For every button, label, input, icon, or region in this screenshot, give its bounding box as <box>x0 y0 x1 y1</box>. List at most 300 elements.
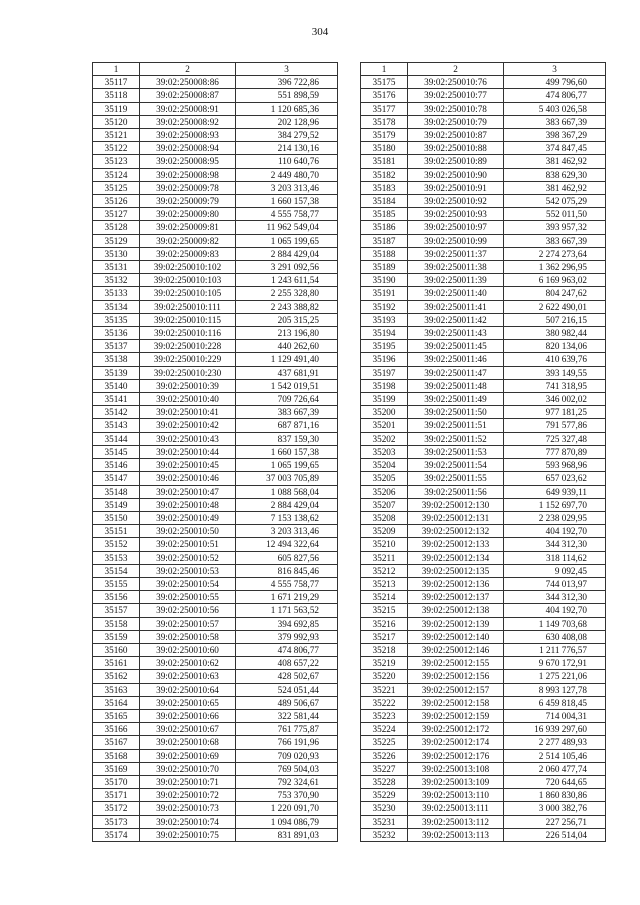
value-cell: 791 577,86 <box>504 419 606 432</box>
table-row <box>361 775 606 788</box>
table-row <box>361 591 606 604</box>
value-cell: 6 169 963,02 <box>504 274 606 287</box>
table-row <box>361 115 606 128</box>
table-row <box>93 802 338 815</box>
cadastral-number-cell: 39:02:250010:72 <box>140 789 236 802</box>
table-row <box>93 577 338 590</box>
table-row <box>361 723 606 736</box>
cadastral-number-cell: 39:02:250010:74 <box>140 815 236 828</box>
cadastral-number-cell: 39:02:250010:51 <box>140 538 236 551</box>
table-row <box>361 287 606 300</box>
table-row <box>361 630 606 643</box>
value-cell: 3 203 313,46 <box>236 181 338 194</box>
cadastral-number-cell: 39:02:250012:138 <box>408 604 504 617</box>
cadastral-number-cell: 39:02:250010:56 <box>140 604 236 617</box>
cadastral-number-cell: 39:02:250008:91 <box>140 102 236 115</box>
table-row <box>361 379 606 392</box>
table-row <box>93 195 338 208</box>
value-cell: 524 051,44 <box>236 683 338 696</box>
cadastral-number-cell: 39:02:250012:132 <box>408 525 504 538</box>
cadastral-number-cell: 39:02:250009:79 <box>140 195 236 208</box>
table-row <box>361 353 606 366</box>
cadastral-number-cell: 39:02:250012:176 <box>408 749 504 762</box>
row-number-cell: 35178 <box>361 115 408 128</box>
cadastral-number-cell: 39:02:250010:79 <box>408 115 504 128</box>
row-number-cell: 35171 <box>93 789 140 802</box>
row-number-cell: 35180 <box>361 142 408 155</box>
table-row <box>93 102 338 115</box>
cadastral-number-cell: 39:02:250010:230 <box>140 366 236 379</box>
cadastral-number-cell: 39:02:250010:116 <box>140 327 236 340</box>
left-data-table <box>92 62 338 842</box>
value-cell: 2 274 273,64 <box>504 247 606 260</box>
cadastral-number-cell: 39:02:250010:91 <box>408 181 504 194</box>
row-number-cell: 35192 <box>361 300 408 313</box>
row-number-cell: 35160 <box>93 643 140 656</box>
cadastral-number-cell: 39:02:250010:68 <box>140 736 236 749</box>
right-table-body <box>361 63 606 842</box>
cadastral-number-cell: 39:02:250011:50 <box>408 406 504 419</box>
value-cell: 2 514 105,46 <box>504 749 606 762</box>
table-row <box>361 564 606 577</box>
value-cell: 381 462,92 <box>504 181 606 194</box>
value-cell: 344 312,30 <box>504 591 606 604</box>
cadastral-number-cell: 39:02:250011:52 <box>408 432 504 445</box>
table-row <box>93 538 338 551</box>
table-header-row <box>93 63 338 76</box>
cadastral-number-cell: 39:02:250013:113 <box>408 828 504 841</box>
cadastral-number-cell: 39:02:250010:97 <box>408 221 504 234</box>
value-cell: 837 159,30 <box>236 432 338 445</box>
row-number-cell: 35123 <box>93 155 140 168</box>
value-cell: 379 992,93 <box>236 630 338 643</box>
table-row <box>361 643 606 656</box>
row-number-cell: 35191 <box>361 287 408 300</box>
cadastral-number-cell: 39:02:250010:73 <box>140 802 236 815</box>
cadastral-number-cell: 39:02:250013:112 <box>408 815 504 828</box>
row-number-cell: 35133 <box>93 287 140 300</box>
cadastral-number-cell: 39:02:250012:159 <box>408 709 504 722</box>
cadastral-number-cell: 39:02:250008:87 <box>140 89 236 102</box>
value-cell: 4 555 758,77 <box>236 208 338 221</box>
row-number-cell: 35168 <box>93 749 140 762</box>
cadastral-number-cell: 39:02:250010:40 <box>140 393 236 406</box>
row-number-cell: 35222 <box>361 696 408 709</box>
table-row <box>361 617 606 630</box>
table-row <box>361 393 606 406</box>
cadastral-number-cell: 39:02:250009:82 <box>140 234 236 247</box>
row-number-cell: 35118 <box>93 89 140 102</box>
row-number-cell: 35220 <box>361 670 408 683</box>
table-row <box>93 115 338 128</box>
cadastral-number-cell: 39:02:250010:66 <box>140 709 236 722</box>
value-cell: 2 060 477,74 <box>504 762 606 775</box>
value-cell: 202 128,96 <box>236 115 338 128</box>
value-cell: 110 640,76 <box>236 155 338 168</box>
row-number-cell: 35186 <box>361 221 408 234</box>
table-row <box>361 789 606 802</box>
table-row <box>93 181 338 194</box>
value-cell: 383 667,39 <box>236 406 338 419</box>
row-number-cell: 35211 <box>361 551 408 564</box>
value-cell: 831 891,03 <box>236 828 338 841</box>
cadastral-number-cell: 39:02:250010:102 <box>140 261 236 274</box>
value-cell: 374 847,45 <box>504 142 606 155</box>
value-cell: 2 622 490,01 <box>504 300 606 313</box>
row-number-cell: 35157 <box>93 604 140 617</box>
cadastral-number-cell: 39:02:250011:56 <box>408 485 504 498</box>
table-row <box>361 76 606 89</box>
cadastral-number-cell: 39:02:250011:49 <box>408 393 504 406</box>
row-number-cell: 35138 <box>93 353 140 366</box>
value-cell: 318 114,62 <box>504 551 606 564</box>
value-cell: 1 088 568,04 <box>236 485 338 498</box>
cadastral-number-cell: 39:02:250008:94 <box>140 142 236 155</box>
table-row <box>361 432 606 445</box>
row-number-cell: 35221 <box>361 683 408 696</box>
row-number-cell: 35226 <box>361 749 408 762</box>
table-row <box>93 643 338 656</box>
value-cell: 393 149,55 <box>504 366 606 379</box>
table-row <box>93 789 338 802</box>
table-row <box>93 366 338 379</box>
row-number-cell: 35151 <box>93 525 140 538</box>
value-cell: 820 134,06 <box>504 340 606 353</box>
row-number-cell: 35161 <box>93 657 140 670</box>
table-row <box>361 525 606 538</box>
row-number-cell: 35136 <box>93 327 140 340</box>
cadastral-number-cell: 39:02:250010:90 <box>408 168 504 181</box>
row-number-cell: 35139 <box>93 366 140 379</box>
row-number-cell: 35208 <box>361 511 408 524</box>
value-cell: 344 312,30 <box>504 538 606 551</box>
value-cell: 552 011,50 <box>504 208 606 221</box>
value-cell: 383 667,39 <box>504 234 606 247</box>
value-cell: 761 775,87 <box>236 723 338 736</box>
row-number-cell: 35219 <box>361 657 408 670</box>
table-header-row <box>361 63 606 76</box>
cadastral-number-cell: 39:02:250010:44 <box>140 445 236 458</box>
cadastral-number-cell: 39:02:250008:93 <box>140 129 236 142</box>
row-number-cell: 35120 <box>93 115 140 128</box>
table-row <box>93 274 338 287</box>
cadastral-number-cell: 39:02:250010:111 <box>140 300 236 313</box>
table-row <box>361 683 606 696</box>
table-row <box>93 247 338 260</box>
table-row <box>93 406 338 419</box>
row-number-cell: 35145 <box>93 445 140 458</box>
value-cell: 1 171 563,52 <box>236 604 338 617</box>
cadastral-number-cell: 39:02:250011:39 <box>408 274 504 287</box>
value-cell: 440 262,60 <box>236 340 338 353</box>
value-cell: 16 939 297,60 <box>504 723 606 736</box>
row-number-cell: 35217 <box>361 630 408 643</box>
value-cell: 769 504,03 <box>236 762 338 775</box>
value-cell: 2 884 429,04 <box>236 498 338 511</box>
value-cell: 3 000 382,76 <box>504 802 606 815</box>
table-row <box>361 181 606 194</box>
value-cell: 383 667,39 <box>504 115 606 128</box>
cadastral-number-cell: 39:02:250013:110 <box>408 789 504 802</box>
value-cell: 2 238 029,95 <box>504 511 606 524</box>
table-row <box>93 432 338 445</box>
cadastral-number-cell: 39:02:250010:60 <box>140 643 236 656</box>
table-row <box>93 683 338 696</box>
row-number-cell: 35134 <box>93 300 140 313</box>
row-number-cell: 35189 <box>361 261 408 274</box>
cadastral-number-cell: 39:02:250010:43 <box>140 432 236 445</box>
value-cell: 709 726,64 <box>236 393 338 406</box>
table-row <box>361 670 606 683</box>
row-number-cell: 35176 <box>361 89 408 102</box>
row-number-cell: 35188 <box>361 247 408 260</box>
column-header-2: 2 <box>140 63 236 76</box>
value-cell: 816 845,46 <box>236 564 338 577</box>
cadastral-number-cell: 39:02:250010:47 <box>140 485 236 498</box>
table-row <box>93 89 338 102</box>
row-number-cell: 35224 <box>361 723 408 736</box>
row-number-cell: 35194 <box>361 327 408 340</box>
row-number-cell: 35225 <box>361 736 408 749</box>
row-number-cell: 35129 <box>93 234 140 247</box>
value-cell: 5 403 026,58 <box>504 102 606 115</box>
value-cell: 428 502,67 <box>236 670 338 683</box>
table-row <box>361 221 606 234</box>
value-cell: 3 291 092,56 <box>236 261 338 274</box>
table-row <box>361 511 606 524</box>
table-row <box>93 828 338 841</box>
value-cell: 1 660 157,38 <box>236 195 338 208</box>
cadastral-number-cell: 39:02:250010:42 <box>140 419 236 432</box>
cadastral-number-cell: 39:02:250012:158 <box>408 696 504 709</box>
row-number-cell: 35214 <box>361 591 408 604</box>
cadastral-number-cell: 39:02:250010:57 <box>140 617 236 630</box>
row-number-cell: 35204 <box>361 459 408 472</box>
cadastral-number-cell: 39:02:250012:146 <box>408 643 504 656</box>
table-row <box>361 129 606 142</box>
cadastral-number-cell: 39:02:250012:131 <box>408 511 504 524</box>
value-cell: 1 243 611,54 <box>236 274 338 287</box>
table-row <box>93 525 338 538</box>
row-number-cell: 35149 <box>93 498 140 511</box>
value-cell: 410 639,76 <box>504 353 606 366</box>
value-cell: 1 152 697,70 <box>504 498 606 511</box>
row-number-cell: 35185 <box>361 208 408 221</box>
table-row <box>93 234 338 247</box>
row-number-cell: 35223 <box>361 709 408 722</box>
row-number-cell: 35173 <box>93 815 140 828</box>
cadastral-number-cell: 39:02:250010:228 <box>140 340 236 353</box>
value-cell: 3 203 313,46 <box>236 525 338 538</box>
table-row <box>93 221 338 234</box>
cadastral-number-cell: 39:02:250008:95 <box>140 155 236 168</box>
table-row <box>361 313 606 326</box>
table-row <box>93 393 338 406</box>
row-number-cell: 35207 <box>361 498 408 511</box>
row-number-cell: 35212 <box>361 564 408 577</box>
cadastral-number-cell: 39:02:250012:140 <box>408 630 504 643</box>
row-number-cell: 35163 <box>93 683 140 696</box>
table-row <box>361 340 606 353</box>
value-cell: 1 065 199,65 <box>236 459 338 472</box>
cadastral-number-cell: 39:02:250011:41 <box>408 300 504 313</box>
table-row <box>93 723 338 736</box>
table-row <box>93 630 338 643</box>
value-cell: 6 459 818,45 <box>504 696 606 709</box>
row-number-cell: 35154 <box>93 564 140 577</box>
value-cell: 1 860 830,86 <box>504 789 606 802</box>
value-cell: 1 542 019,51 <box>236 379 338 392</box>
cadastral-number-cell: 39:02:250010:41 <box>140 406 236 419</box>
row-number-cell: 35202 <box>361 432 408 445</box>
cadastral-number-cell: 39:02:250010:103 <box>140 274 236 287</box>
value-cell: 474 806,77 <box>236 643 338 656</box>
table-row <box>93 340 338 353</box>
cadastral-number-cell: 39:02:250010:88 <box>408 142 504 155</box>
value-cell: 605 827,56 <box>236 551 338 564</box>
row-number-cell: 35190 <box>361 274 408 287</box>
row-number-cell: 35216 <box>361 617 408 630</box>
row-number-cell: 35153 <box>93 551 140 564</box>
row-number-cell: 35213 <box>361 577 408 590</box>
value-cell: 1 120 685,36 <box>236 102 338 115</box>
row-number-cell: 35147 <box>93 472 140 485</box>
cadastral-number-cell: 39:02:250010:78 <box>408 102 504 115</box>
table-row <box>361 736 606 749</box>
row-number-cell: 35175 <box>361 76 408 89</box>
cadastral-number-cell: 39:02:250013:108 <box>408 762 504 775</box>
cadastral-number-cell: 39:02:250010:89 <box>408 155 504 168</box>
row-number-cell: 35209 <box>361 525 408 538</box>
value-cell: 593 968,96 <box>504 459 606 472</box>
table-row <box>361 208 606 221</box>
table-row <box>93 155 338 168</box>
row-number-cell: 35152 <box>93 538 140 551</box>
cadastral-number-cell: 39:02:250011:37 <box>408 247 504 260</box>
row-number-cell: 35181 <box>361 155 408 168</box>
cadastral-number-cell: 39:02:250010:63 <box>140 670 236 683</box>
table-row <box>93 617 338 630</box>
value-cell: 551 898,59 <box>236 89 338 102</box>
value-cell: 499 796,60 <box>504 76 606 89</box>
table-row <box>361 696 606 709</box>
value-cell: 977 181,25 <box>504 406 606 419</box>
row-number-cell: 35174 <box>93 828 140 841</box>
row-number-cell: 35150 <box>93 511 140 524</box>
table-row <box>361 89 606 102</box>
cadastral-number-cell: 39:02:250011:42 <box>408 313 504 326</box>
cadastral-number-cell: 39:02:250011:43 <box>408 327 504 340</box>
table-row <box>361 749 606 762</box>
table-row <box>361 577 606 590</box>
value-cell: 398 367,29 <box>504 129 606 142</box>
table-row <box>93 419 338 432</box>
column-header-3: 3 <box>504 63 606 76</box>
cadastral-number-cell: 39:02:250011:53 <box>408 445 504 458</box>
cadastral-number-cell: 39:02:250010:62 <box>140 657 236 670</box>
table-row <box>361 604 606 617</box>
cadastral-number-cell: 39:02:250010:39 <box>140 379 236 392</box>
value-cell: 474 806,77 <box>504 89 606 102</box>
value-cell: 437 681,91 <box>236 366 338 379</box>
row-number-cell: 35140 <box>93 379 140 392</box>
cadastral-number-cell: 39:02:250012:134 <box>408 551 504 564</box>
cadastral-number-cell: 39:02:250009:81 <box>140 221 236 234</box>
row-number-cell: 35124 <box>93 168 140 181</box>
value-cell: 381 462,92 <box>504 155 606 168</box>
value-cell: 404 192,70 <box>504 604 606 617</box>
cadastral-number-cell: 39:02:250009:80 <box>140 208 236 221</box>
table-row <box>93 129 338 142</box>
row-number-cell: 35131 <box>93 261 140 274</box>
cadastral-number-cell: 39:02:250011:40 <box>408 287 504 300</box>
table-row <box>93 353 338 366</box>
value-cell: 792 324,61 <box>236 775 338 788</box>
value-cell: 1 660 157,38 <box>236 445 338 458</box>
row-number-cell: 35172 <box>93 802 140 815</box>
table-row <box>361 445 606 458</box>
value-cell: 404 192,70 <box>504 525 606 538</box>
cadastral-number-cell: 39:02:250010:45 <box>140 459 236 472</box>
value-cell: 9 092,45 <box>504 564 606 577</box>
cadastral-number-cell: 39:02:250012:135 <box>408 564 504 577</box>
row-number-cell: 35144 <box>93 432 140 445</box>
value-cell: 213 196,80 <box>236 327 338 340</box>
row-number-cell: 35179 <box>361 129 408 142</box>
value-cell: 714 004,31 <box>504 709 606 722</box>
row-number-cell: 35122 <box>93 142 140 155</box>
table-row <box>361 802 606 815</box>
cadastral-number-cell: 39:02:250010:53 <box>140 564 236 577</box>
row-number-cell: 35169 <box>93 762 140 775</box>
cadastral-number-cell: 39:02:250010:69 <box>140 749 236 762</box>
table-row <box>361 657 606 670</box>
cadastral-number-cell: 39:02:250010:49 <box>140 511 236 524</box>
cadastral-number-cell: 39:02:250010:105 <box>140 287 236 300</box>
table-row <box>93 300 338 313</box>
table-row <box>361 155 606 168</box>
table-row <box>93 657 338 670</box>
row-number-cell: 35126 <box>93 195 140 208</box>
cadastral-number-cell: 39:02:250012:139 <box>408 617 504 630</box>
cadastral-number-cell: 39:02:250010:54 <box>140 577 236 590</box>
table-row <box>361 459 606 472</box>
value-cell: 657 023,62 <box>504 472 606 485</box>
value-cell: 838 629,30 <box>504 168 606 181</box>
row-number-cell: 35143 <box>93 419 140 432</box>
row-number-cell: 35199 <box>361 393 408 406</box>
table-row <box>93 762 338 775</box>
table-row <box>93 287 338 300</box>
row-number-cell: 35167 <box>93 736 140 749</box>
cadastral-number-cell: 39:02:250010:52 <box>140 551 236 564</box>
value-cell: 2 884 429,04 <box>236 247 338 260</box>
row-number-cell: 35162 <box>93 670 140 683</box>
row-number-cell: 35232 <box>361 828 408 841</box>
value-cell: 37 003 705,89 <box>236 472 338 485</box>
table-row <box>361 102 606 115</box>
row-number-cell: 35164 <box>93 696 140 709</box>
value-cell: 7 153 138,62 <box>236 511 338 524</box>
row-number-cell: 35148 <box>93 485 140 498</box>
table-row <box>93 459 338 472</box>
row-number-cell: 35195 <box>361 340 408 353</box>
value-cell: 8 993 127,78 <box>504 683 606 696</box>
cadastral-number-cell: 39:02:250010:99 <box>408 234 504 247</box>
cadastral-number-cell: 39:02:250011:38 <box>408 261 504 274</box>
row-number-cell: 35198 <box>361 379 408 392</box>
row-number-cell: 35142 <box>93 406 140 419</box>
